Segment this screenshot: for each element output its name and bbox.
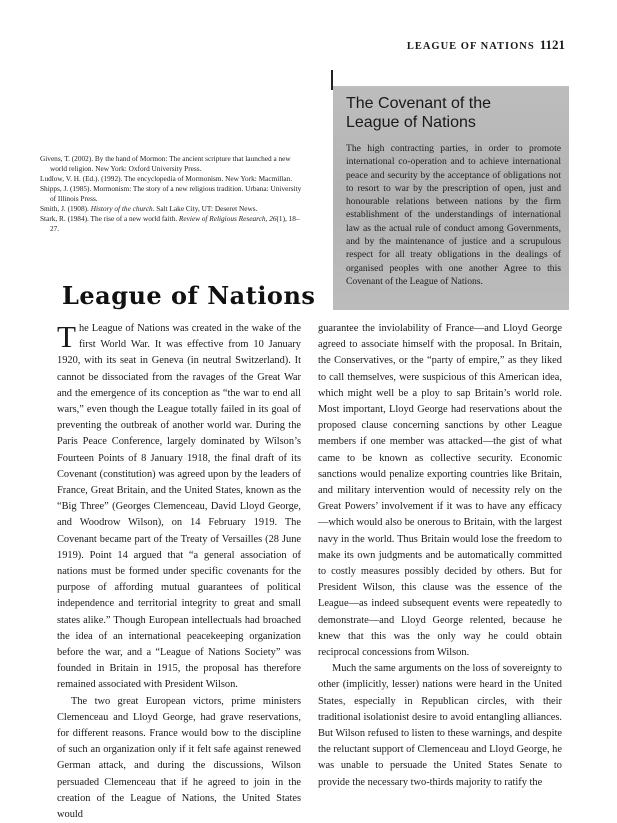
reference-item: Shipps, J. (1985). Mormonism: The story of a new religious tradition. Urbana: University of Illinois Press.: [40, 184, 302, 203]
article-heading: League of Nations: [62, 281, 316, 310]
paragraph: The two great European victors, prime ministers Clemenceau and Lloyd George, had grave reservations, for different reasons. France would bow to the discipline of such an organization only if it felt safe against renewed German attack, and during the discussions, Wilson persuaded Clemenceau that if he agreed to join in the creation of the League of Nations, the United States would: [57, 695, 301, 821]
reference-list: [40, 154, 302, 234]
reference-item: Ludlow, V. H. (Ed.). (1992). The encyclopedia of Mormonism. New York: Macmillan.: [40, 174, 293, 183]
running-head: [407, 37, 565, 53]
sidebar-text: The high contracting parties, in order to promote international co-operation and to achieve international peace and security by the acceptance of obligations not to resort to war by the prescription of open, just and honourable relations between nations by the firm establishment of the understandings of international law as the actual rule of conduct among Governments, and by the maintenance of justice and a scrupulous respect for all treaty obligations in the dealings of organised peoples with one another Agree to this Covenant of the League of Nations.: [346, 143, 561, 287]
reference-item: Givens, T. (2002). By the hand of Mormon: The ancient scripture that launched a new world religion. New York: Oxford University Press.: [40, 154, 291, 173]
running-title: LEAGUE OF NATIONS: [406, 41, 535, 52]
paragraph: The League of Nations was created in the wake of the first World War. It was effective from 10 January 1920, with its seat in Geneva (in neutral Switzerland). It cannot be dissociated from the ravages of the Great War and the emergence of its conception as “the war to end all wars,” even though the League totally failed in its goal of preventing the outbreak of another world war. During the Paris Peace Conference, largely dominated by Wilson’s Fourteen Points of 8 January 1918, the final draft of its Covenant (constitution) was agreed upon by the leaders of France, Great Britain, and the United States, known as the “Big Three” (Georges Clemenceau, David Lloyd George, and Woodrow Wilson), on 14 February 1919. The Covenant became part of the Treaty of Versailles (28 June 1919). Point 14 argued that “a general association of nations must be formed under specific covenants for the purpose of affording mutual guarantees of political independence and territorial integrity to great and small states alike.” Though European intellectuals had broached the idea of an international peacekeeping organization before the war, and a “League of Nations Society” was founded in Britain in 1915, the proposal has therefore remained associated with President Wilson.: [57, 319, 301, 691]
reference-item: Smith, J. (1908). History of the church. Salt Lake City, UT: Deseret News.: [40, 204, 258, 213]
paragraph: Much the same arguments on the loss of sovereignty to other (implicitly, lesser) nations were heard in the United States, especially in Republican circles, with their traditional isolationist desire to avoid entangling alliances. But Wilson refused to listen to these warnings, and despite the reluctant support of Clemenceau and Lloyd George, he was unable to persuade the United States Senate to provide the necessary two-thirds majority to ratify the: [318, 663, 562, 788]
sidebar-title: The Covenant of the League of Nations: [346, 95, 491, 131]
covenant-sidebar: [333, 86, 569, 310]
paragraph: guarantee the inviolability of France—and Lloyd George agreed to associate himself with the proposal. In Britain, the Conservatives, or the “party of empire,” as they liked to call themselves, were suspicious of this American idea, which might well be a ploy to sap Britain’s world role. Most important, Lloyd George had reservations about the proposed clause concerning sanctions by other League members if one member was attacked—the gist of what came to be known as collective security. Economic sanctions would penalize exporting countries like Britain, and military intervention would of necessity rely on the Great Powers’ involvement if it was to have any efficacy—which would also be onerous to Britain, with the largest navy in the world. Thus Britain would lose the freedom to make its own judgments and be automatically committed to costly measures possibly decided by others. But for President Wilson, this clause was the essence of the League—as indeed subsequent events were repeatedly to demonstrate—and Lloyd George relented, because he knew that this was the only way he could obtain reciprocal concessions from Wilson.: [318, 323, 562, 659]
drop-cap: T: [57, 319, 76, 354]
left-column: [57, 321, 301, 823]
page-number: 1121: [539, 37, 565, 52]
right-column: [318, 321, 562, 791]
reference-item: Stark, R. (1984). The rise of a new world faith. Review of Religious Research, 26(1), 18–27.: [40, 214, 300, 233]
